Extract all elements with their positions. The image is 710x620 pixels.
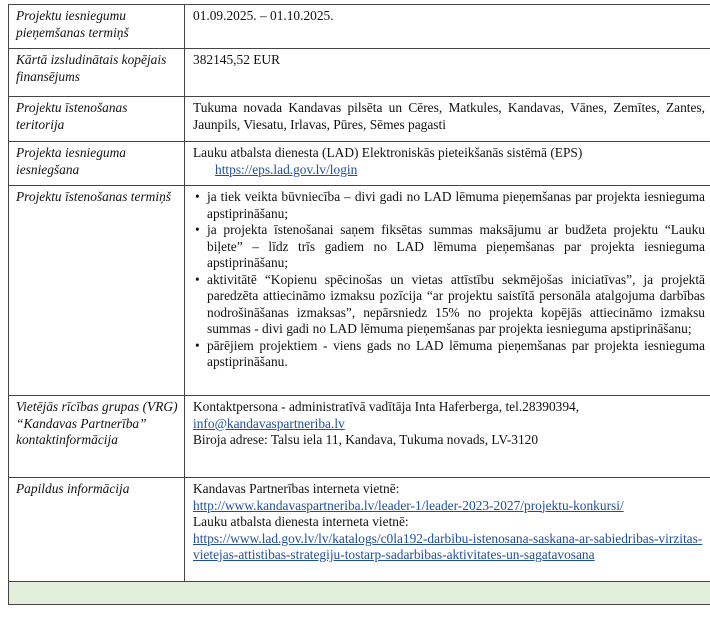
table-row [9, 396, 710, 478]
list-item: • ja projekta īstenošanai saņem fiksētas summas maksājumu ar budžeta projektu “Lauku biļete” – līdz trīs gadiem no LAD lēmuma pieņemšanas par projekta iesnieguma apstiprināšanu; [195, 222, 705, 270]
bullet-icon: • [195, 337, 200, 353]
list-item: • ja tiek veikta būvniecība – divi gadi no LAD lēmuma pieņemšanas par projekta iesnieguma apstiprināšanu; [195, 189, 705, 221]
table-row [9, 49, 710, 97]
footer-cell [9, 582, 710, 605]
row-value [185, 396, 710, 478]
eps-login-link[interactable]: https://eps.lad.gov.lv/login [215, 161, 358, 177]
partnership-site-link[interactable]: http://www.kandavaspartneriba.lv/leader-1/leader-2023-2027/projektu-konkursi/ [193, 497, 624, 513]
bullet-icon: • [195, 189, 200, 204]
row-label: Projektu iesniegumu pieņemšanas termiņš [9, 5, 185, 49]
row-value: Tukuma novada Kandavas pilsēta un Cēres, Matkules, Kandavas, Vānes, Zemītes, Zantes, Jaunpils, Viesatu, Irlavas, Pūres, Sēmes pagasti [185, 97, 710, 142]
table-row [9, 5, 710, 49]
submission-text: Lauku atbalsta dienesta (LAD) Elektroniskās pieteikšanās sistēmā (EPS) [193, 145, 583, 160]
row-value [185, 478, 710, 582]
table-footer-row [9, 582, 710, 605]
row-label: Kārtā izsludinātais kopējais finansējums [9, 49, 185, 97]
info-table [8, 4, 710, 605]
list-item: • pārējiem projektiem - viens gads no LAD lēmuma pieņemšanas par projekta iesnieguma apstiprināšanu. [195, 337, 705, 369]
table-row [9, 142, 710, 186]
lad-site-link[interactable]: https://www.lad.gov.lv/lv/katalogs/c0la192-darbibu-istenosana-saskana-ar-sabiedribas-virzitas-vietejas-attistibas-strategiju-tostarp-sadarbibas-aktivitates-un-sagatavosana [193, 530, 703, 562]
email-link[interactable]: info@kandavaspartneriba.lv [193, 415, 345, 431]
table-row [9, 478, 710, 582]
table-row [9, 186, 710, 396]
row-label: Projekta iesnieguma iesniegšana [9, 142, 185, 186]
row-label: Projektu īstenošanas termiņš [9, 186, 185, 396]
list-item: • aktivitātē “Kopienu spēcinošas un vietas attīstību sekmējošas iniciatīvas”, ja projektā paredzēta attiecināmo izmaksu pozīcija “ar projektu saistītā personāla atalgojuma darbības nodrošināšanas izmaksas”, nepārsniedz 15% no projekta kopējās attiecināmo izmaksu summas - divi gadi no LAD lēmuma pieņemšanas par projekta iesnieguma apstiprināšanu; [195, 271, 705, 336]
bullet-icon: • [195, 222, 200, 237]
row-label: Papildus informācija [9, 478, 185, 582]
row-value: 01.09.2025. – 01.10.2025. [185, 5, 710, 49]
office-address: Biroja adrese: Talsu iela 11, Kandava, Tukuma novads, LV-3120 [193, 432, 539, 447]
row-value [185, 186, 710, 396]
row-value: 382145,52 EUR [185, 49, 710, 97]
table-row [9, 97, 710, 142]
row-label: Projektu īstenošanas teritorija [9, 97, 185, 142]
row-value [185, 142, 710, 186]
term-bullet-list [193, 189, 705, 371]
bullet-icon: • [195, 271, 200, 287]
contact-person: Kontaktpersona - administratīvā vadītāja Inta Haferberga, tel.28390394, [193, 399, 580, 414]
partnership-site-label: Kandavas Partnerības interneta vietnē: [193, 481, 400, 496]
row-label: Vietējās rīcības grupas (VRG) “Kandavas Partnerība” kontaktinformācija [9, 396, 185, 478]
lad-site-label: Lauku atbalsta dienesta interneta vietnē: [193, 514, 409, 529]
